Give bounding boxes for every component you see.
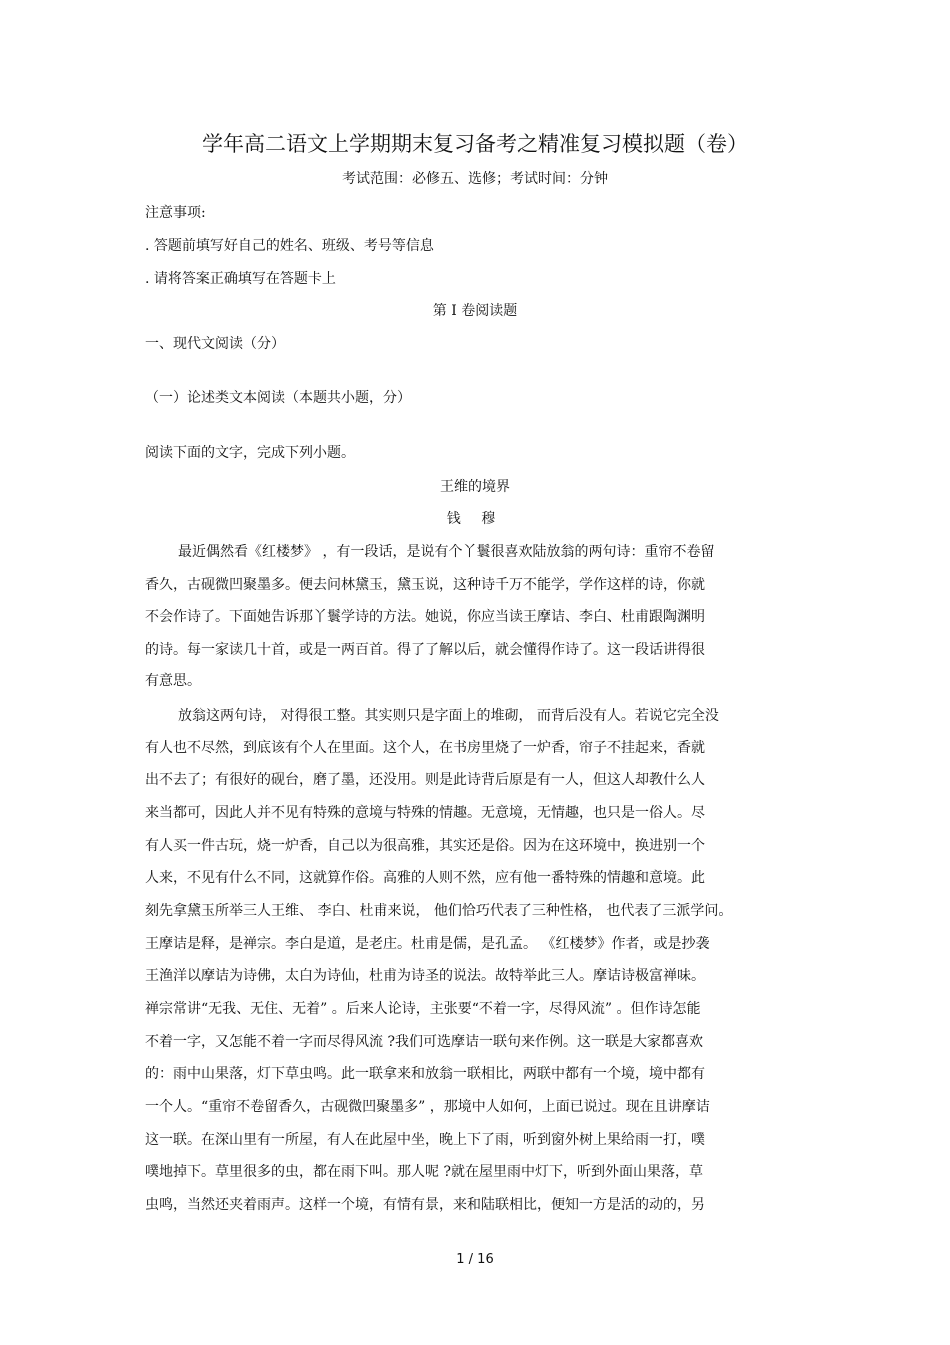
article-line: 出不去了；有很好的砚台，磨了墨，还没用。则是此诗背后原是有一人，但这人却教什么人 — [145, 772, 705, 788]
notice-item-1: . 答题前填写好自己的姓名、班级、考号等信息 — [145, 238, 434, 254]
article-line: 刻先拿黛玉所举三人王维、 李白、杜甫来说， 他们恰巧代表了三种性格， 也代表了三派学问。 — [145, 903, 733, 919]
reading-instruction: 阅读下面的文字，完成下列小题。 — [145, 445, 355, 461]
article-line: 最近偶然看《红楼梦》 ，有一段话，是说有个丫鬟很喜欢陆放翁的两句诗：重帘不卷留 — [178, 544, 715, 560]
article-title: 王维的境界 — [440, 479, 510, 495]
article-line: 有人买一件古玩，烧一炉香，自己以为很高雅，其实还是俗。因为在这环境中，换进别一个 — [145, 838, 705, 854]
notice-item-2: . 请将答案正确填写在答题卡上 — [145, 271, 336, 287]
article-line: 放翁这两句诗， 对得很工整。其实则只是字面上的堆砌， 而背后没有人。若说它完全没 — [178, 708, 719, 724]
notice-heading: 注意事项: — [145, 205, 206, 221]
article-line: 禅宗常讲“无我、无住、无着” 。后来人论诗，主张要“不着一字，尽得风流” 。但作诗怎能 — [145, 1001, 701, 1017]
article-line: 有人也不尽然，到底该有个人在里面。这个人，在书房里烧了一炉香，帘子不挂起来，香就 — [145, 740, 705, 756]
part-title: 第 I 卷阅读题 — [432, 303, 518, 319]
article-line: 噗地掉下。草里很多的虫，都在雨下叫。那人呢 ?就在屋里雨中灯下，听到外面山果落，草 — [145, 1164, 703, 1180]
article-line: 王渔洋以摩诘为诗佛，太白为诗仙，杜甫为诗圣的说法。故特举此三人。摩诘诗极富禅味。 — [145, 968, 705, 984]
article-line: 有意思。 — [145, 673, 201, 689]
article-line: 虫鸣，当然还夹着雨声。这样一个境，有情有景，来和陆联相比，便知一方是活的动的，另 — [145, 1197, 705, 1213]
page-number: 1 / 16 — [456, 1252, 494, 1267]
article-line: 香久，古砚微凹聚墨多。便去问林黛玉，黛玉说，这种诗千万不能学，学作这样的诗，你就 — [145, 577, 705, 593]
article-line: 的：雨中山果落，灯下草虫鸣。此一联拿来和放翁一联相比，两联中都有一个境，境中都有 — [145, 1066, 705, 1082]
subsection-heading: （一）论述类文本阅读（本题共小题，分） — [145, 390, 411, 406]
article-line: 王摩诘是释，是禅宗。李白是道，是老庄。杜甫是儒，是孔孟。 《红楼梦》作者，或是抄袭 — [145, 936, 710, 952]
article-line: 不着一字，又怎能不着一字而尽得风流 ?我们可选摩诘一联句来作例。这一联是大家都喜欢 — [145, 1034, 703, 1050]
article-author: 钱 穆 — [446, 511, 504, 527]
article-line: 这一联。在深山里有一所屋，有人在此屋中坐，晚上下了雨，听到窗外树上果给雨一打，噗 — [145, 1132, 705, 1148]
article-line: 不会作诗了。下面她告诉那丫鬟学诗的方法。她说，你应当读王摩诘、李白、杜甫跟陶渊明 — [145, 609, 705, 625]
article-line: 的诗。每一家读几十首，或是一两百首。得了了解以后，就会懂得作诗了。这一段话讲得很 — [145, 642, 705, 658]
article-line: 人来，不见有什么不同，这就算作俗。高雅的人则不然，应有他一番特殊的情趣和意境。此 — [145, 870, 705, 886]
exam-subtitle: 考试范围：必修五、选修；考试时间：分钟 — [342, 171, 608, 187]
exam-title: 学年高二语文上学期期末复习备考之精准复习模拟题（卷） — [202, 132, 748, 156]
section-heading: 一、现代文阅读（分） — [145, 336, 285, 352]
article-line: 来当都可，因此人并不见有特殊的意境与特殊的情趣。无意境，无情趣，也只是一俗人。尽 — [145, 805, 705, 821]
article-line: 一个人。“重帘不卷留香久，古砚微凹聚墨多” ，那境中人如何，上面已说过。现在且讲摩诘 — [145, 1099, 710, 1115]
